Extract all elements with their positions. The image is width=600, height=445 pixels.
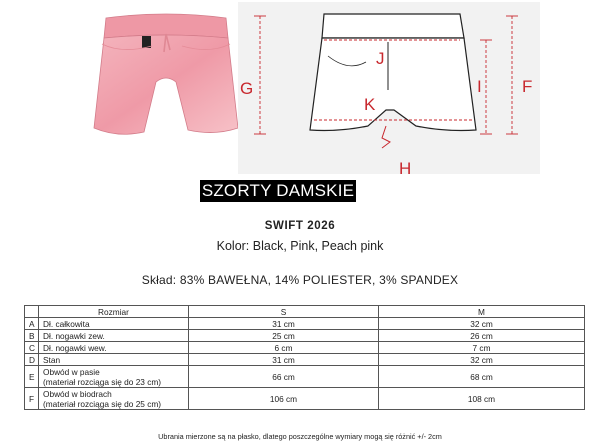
value-s: 31 cm [189, 354, 379, 366]
row-label-cell [39, 366, 189, 388]
value-s: 31 cm [189, 318, 379, 330]
table-row [25, 354, 585, 366]
fabric-composition: Skład: 83% BAWEŁNA, 14% POLIESTER, 3% SPANDEX [141, 273, 459, 287]
value-s: 106 cm [189, 388, 379, 410]
table-row [25, 366, 585, 388]
label-j: J [376, 49, 385, 68]
row-note: (materiał rozciąga się do 23 cm) [43, 376, 162, 387]
label-f: F [522, 77, 533, 96]
row-letter: A [25, 318, 39, 330]
row-label: Stan [39, 354, 189, 366]
value-s: 25 cm [189, 330, 379, 342]
row-label: Dł. nogawki wew. [39, 342, 189, 354]
row-letter: B [25, 330, 39, 342]
model-name: SWIFT 2026 [264, 220, 336, 232]
value-m: 32 cm [379, 354, 585, 366]
header-size: Rozmiar [39, 306, 189, 318]
value-m: 7 cm [379, 342, 585, 354]
product-photo [92, 4, 240, 142]
color-list: Kolor: Black, Pink, Peach pink [216, 239, 384, 253]
value-m: 32 cm [379, 318, 585, 330]
row-label: Dł. całkowita [39, 318, 189, 330]
value-s: 66 cm [189, 366, 379, 388]
table-row [25, 318, 585, 330]
label-i: I [477, 77, 482, 96]
size-table [24, 305, 585, 410]
table-row [25, 342, 585, 354]
measurement-diagram [238, 2, 540, 174]
table-row [25, 330, 585, 342]
row-letter: D [25, 354, 39, 366]
label-g: G [240, 79, 254, 98]
row-label: Obwód w pasie [43, 366, 100, 377]
header-s: S [189, 306, 379, 318]
header-letter [25, 306, 39, 318]
row-label: Obwód w biodrach [43, 388, 112, 399]
row-letter: F [25, 388, 39, 410]
table-header-row [25, 306, 585, 318]
label-k: K [364, 95, 376, 114]
value-s: 6 cm [189, 342, 379, 354]
table-row [25, 388, 585, 410]
row-letter: E [25, 366, 39, 388]
value-m: 26 cm [379, 330, 585, 342]
row-note: (materiał rozciąga się do 25 cm) [43, 398, 162, 409]
measurement-footnote: Ubrania mierzone są na płasko, dlatego poszczególne wymiary mogą się różnić +/- 2cm [158, 432, 442, 441]
value-m: 108 cm [379, 388, 585, 410]
label-h: H [399, 159, 412, 174]
row-letter: C [25, 342, 39, 354]
row-label: Dł. nogawki zew. [39, 330, 189, 342]
header-m: M [379, 306, 585, 318]
value-m: 68 cm [379, 366, 585, 388]
product-title: SZORTY DAMSKIE [201, 181, 355, 200]
row-label-cell [39, 388, 189, 410]
